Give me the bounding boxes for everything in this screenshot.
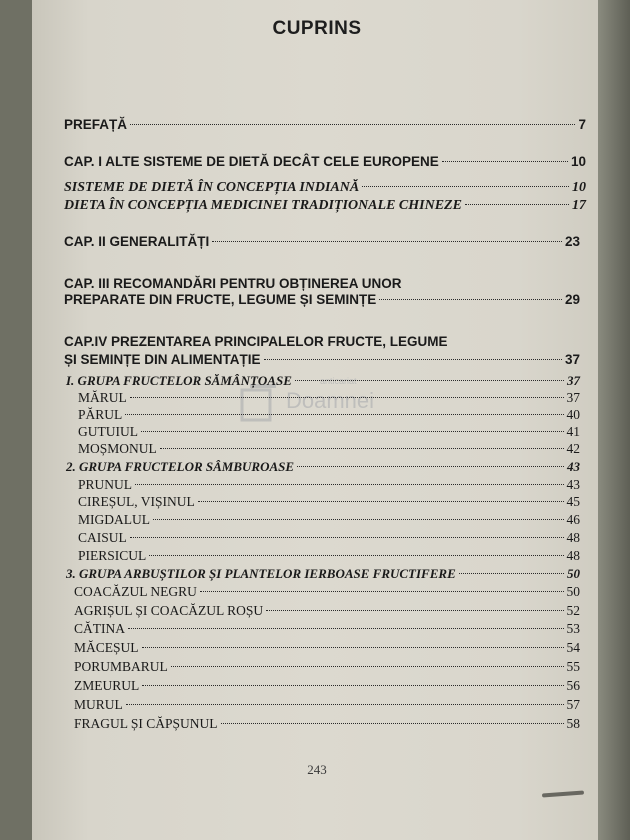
dot-leader: [171, 666, 564, 667]
toc-entry-page: 7: [578, 117, 586, 132]
dot-leader: [125, 414, 563, 415]
toc-entry-label: 2. GRUPA FRUCTELOR SÂMBUROASE: [66, 459, 295, 474]
toc-entry-label: MĂCEȘUL: [74, 640, 139, 655]
toc-entry-cap1: [64, 154, 586, 169]
page-title: CUPRINS: [272, 18, 362, 39]
toc-entry-label: CAISUL: [78, 530, 127, 545]
toc-entry-label: SISTEME DE DIETĂ ÎN CONCEPȚIA INDIANĂ: [64, 180, 360, 195]
watermark-text: Doamnei: [286, 388, 375, 413]
dot-leader: [142, 685, 563, 686]
toc-entry-label: PĂRUL: [78, 407, 123, 422]
toc-item: [78, 477, 580, 493]
book-page: [32, 0, 602, 840]
toc-entry-page: 50: [566, 584, 580, 599]
table-of-contents: [32, 0, 602, 840]
dot-leader: [442, 161, 568, 162]
toc-entry-page: 55: [566, 659, 580, 674]
toc-entry-label: PREFAȚĂ: [64, 117, 128, 132]
toc-entry-page: 41: [566, 424, 580, 439]
book-edge: [598, 0, 630, 840]
toc-entry-cap2: [64, 234, 580, 249]
toc-entry-label: ZMEURUL: [74, 678, 140, 693]
toc-entry-label: PRUNUL: [78, 477, 133, 492]
toc-item: [74, 584, 580, 600]
toc-entry-page: 37: [564, 352, 580, 367]
toc-entry-label: I. GRUPA FRUCTELOR SĂMÂNȚOASE: [66, 373, 292, 388]
dot-leader: [128, 628, 564, 629]
toc-entry-cap4-line1: CAP.IV PREZENTAREA PRINCIPALELOR FRUCTE, LEGUME: [64, 334, 448, 349]
toc-item: [74, 603, 580, 619]
dot-leader: [130, 537, 564, 538]
toc-group-samburoase: [66, 459, 580, 475]
toc-entry-label: PORUMBARUL: [74, 659, 168, 674]
toc-item: [78, 530, 580, 546]
toc-group-arbusti: [66, 566, 580, 582]
toc-item: [78, 390, 580, 406]
dot-leader: [212, 241, 562, 242]
toc-entry-page: 37: [567, 373, 580, 388]
dot-leader: [141, 431, 564, 432]
dot-leader: [264, 359, 562, 360]
dot-leader: [459, 573, 564, 574]
toc-entry-prefata: [64, 117, 586, 132]
dot-leader: [149, 555, 563, 556]
dot-leader: [221, 723, 564, 724]
dot-leader: [297, 466, 564, 467]
toc-item: [78, 407, 580, 423]
toc-entry-label: MIGDALUL: [78, 512, 150, 527]
dot-leader: [135, 484, 563, 485]
dot-leader: [160, 448, 564, 449]
toc-entry-page: 58: [566, 716, 580, 731]
toc-entry-page: 29: [564, 292, 580, 307]
toc-entry-page: 54: [566, 640, 580, 655]
toc-entry-label: CAP. I ALTE SISTEME DE DIETĂ DECÂT CELE EUROPENE: [64, 154, 439, 169]
toc-entry-sistem-indian: [64, 180, 586, 196]
dot-leader: [379, 299, 562, 300]
dot-leader: [198, 501, 564, 502]
toc-entry-label: CIREȘUL, VIȘINUL: [78, 494, 195, 509]
toc-entry-page: 17: [572, 198, 586, 213]
dot-leader: [153, 519, 564, 520]
toc-entry-page: 50: [567, 566, 580, 581]
toc-entry-label: MOȘMONUL: [78, 441, 157, 456]
toc-entry-page: 37: [566, 390, 580, 405]
dot-leader: [126, 704, 564, 705]
toc-entry-label: PREPARATE DIN FRUCTE, LEGUME ȘI SEMINȚE: [64, 292, 377, 307]
dot-leader: [362, 186, 569, 187]
toc-entry-label: GUTUIUL: [78, 424, 138, 439]
toc-item: [78, 424, 580, 440]
toc-item: [74, 678, 580, 694]
toc-entry-page: 43: [567, 459, 580, 474]
toc-item: [74, 697, 580, 713]
toc-entry-cap4: [64, 352, 580, 367]
toc-entry-label: CAP. II GENERALITĂȚI: [64, 234, 210, 249]
toc-entry-label: COACĂZUL NEGRU: [74, 584, 197, 599]
toc-entry-label: MURUL: [74, 697, 123, 712]
toc-entry-dieta-chineza: [64, 198, 586, 214]
toc-entry-label: ȘI SEMINȚE DIN ALIMENTAȚIE: [64, 352, 261, 367]
toc-entry-page: 10: [570, 154, 586, 169]
toc-entry-label: MĂRUL: [78, 390, 127, 405]
dot-leader: [465, 204, 569, 205]
dot-leader: [130, 124, 575, 125]
toc-entry-label: AGRIȘUL ȘI COACĂZUL ROȘU: [74, 603, 264, 618]
page-number: 243: [307, 762, 327, 777]
toc-entry-page: 56: [566, 678, 580, 693]
toc-entry-page: 48: [566, 548, 580, 563]
toc-entry-label: 3. GRUPA ARBUȘTILOR ȘI PLANTELOR IERBOASE FRUCTIFERE: [66, 566, 456, 581]
toc-item: [74, 716, 580, 732]
dot-leader: [142, 647, 564, 648]
toc-entry-page: 53: [566, 621, 580, 636]
toc-item: [78, 512, 580, 528]
dot-leader: [295, 380, 564, 381]
dot-leader: [130, 397, 564, 398]
toc-item: [78, 548, 580, 564]
toc-entry-page: 23: [564, 234, 580, 249]
toc-entry-page: 40: [566, 407, 580, 422]
toc-item: [74, 640, 580, 656]
toc-entry-page: 45: [566, 494, 580, 509]
toc-entry-page: 46: [566, 512, 580, 527]
toc-entry-label: FRAGUL ȘI CĂPȘUNUL: [74, 716, 218, 731]
toc-entry-cap3: [64, 292, 580, 307]
toc-item: [78, 494, 580, 510]
toc-entry-page: 42: [566, 441, 580, 456]
toc-item: [74, 621, 580, 637]
toc-group-samantoase: [66, 373, 580, 389]
toc-entry-label: CĂTINA: [74, 621, 125, 636]
toc-entry-page: 57: [566, 697, 580, 712]
toc-entry-page: 10: [572, 180, 586, 195]
toc-entry-page: 48: [566, 530, 580, 545]
toc-entry-page: 52: [566, 603, 580, 618]
dot-leader: [266, 610, 563, 611]
toc-entry-label: DIETA ÎN CONCEPȚIA MEDICINEI TRADIȚIONALE CHINEZE: [64, 198, 462, 213]
toc-item: [74, 659, 580, 675]
toc-entry-label: PIERSICUL: [78, 548, 147, 563]
dot-leader: [200, 591, 564, 592]
toc-item: [78, 441, 580, 457]
watermark-small-text: anticariat: [320, 376, 357, 386]
toc-entry-page: 43: [566, 477, 580, 492]
toc-entry-cap3-line1: CAP. III RECOMANDĂRI PENTRU OBȚINEREA UNOR: [64, 276, 402, 291]
